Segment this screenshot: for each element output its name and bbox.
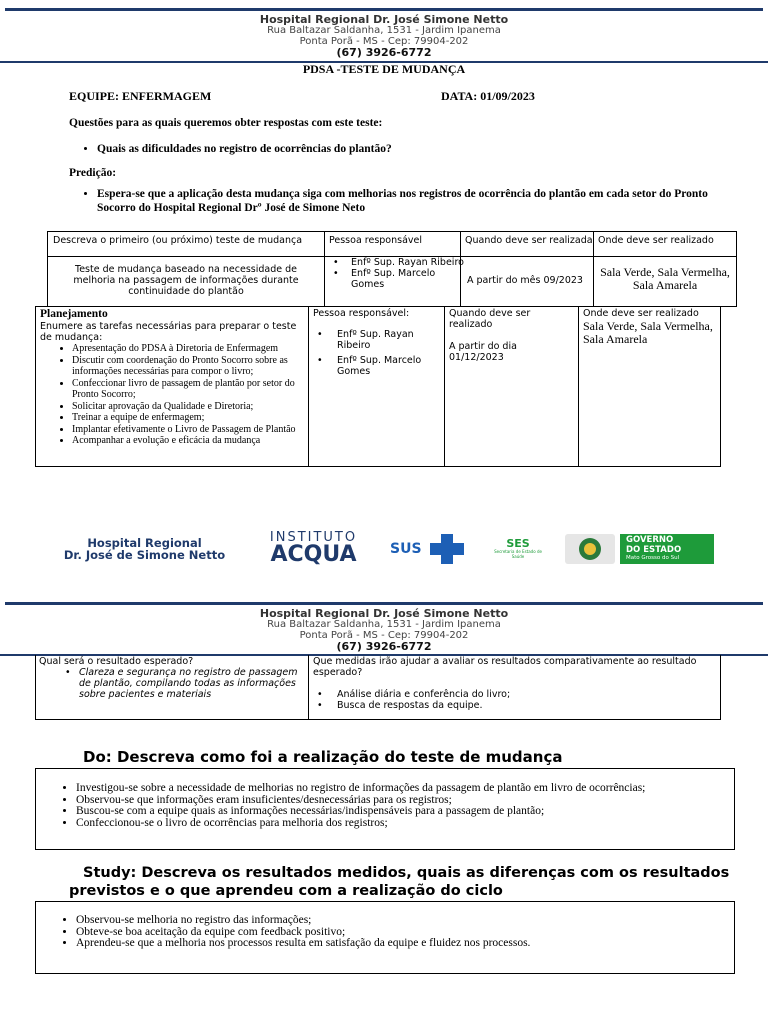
measures-cell <box>308 655 720 719</box>
hospital-logo <box>52 537 237 561</box>
government-logo-line2: DO ESTADO <box>626 545 682 555</box>
planning-where-value: Sala Verde, Sala Vermelha, Sala Amarela <box>583 319 713 346</box>
do-item: • Observou-se que informações eram insuficientes/desnecessárias para os registros; <box>76 795 734 807</box>
table1-when-value: A partir do mês 09/2023 <box>467 275 583 286</box>
study-heading <box>69 864 729 900</box>
table1-when-cell <box>460 256 597 306</box>
study-list <box>36 915 734 950</box>
header-text <box>0 608 768 652</box>
government-logo-line1: GOVERNO <box>626 535 674 545</box>
planning-where-label: Onde deve ser realizado <box>583 308 699 319</box>
measures-item: • Busca de respostas da equipe. <box>317 700 483 711</box>
study-box <box>35 901 735 974</box>
question-item: • Quais as dificuldades no registro de ocorrências do plantão? <box>97 143 717 155</box>
table1-responsible-list <box>333 257 464 290</box>
planning-table <box>35 306 721 467</box>
government-logo <box>620 534 714 564</box>
table1-responsible-item: • Enfº Sup. Rayan Ribeiro <box>333 257 464 268</box>
sus-logo <box>390 534 474 564</box>
prediction-item: • Espera-se que a aplicação desta mudança siga com melhorias nos registros de ocorrência do plantão em cada setor do Pronto Socorro do Hospital Regional Drº José de Simone Neto <box>97 187 737 215</box>
study-item: • Observou-se melhoria no registro das informações; <box>76 915 734 927</box>
hospital-logo-line2: Dr. José de Simone Netto <box>63 548 226 562</box>
planning-task: • Discutir com coordenação do Pronto Socorro sobre as informações necessárias para compor o livro; <box>72 355 308 378</box>
header-city: Ponta Porã - MS - Cep: 79904-202 <box>299 36 469 47</box>
table1-responsible-cell <box>324 256 464 306</box>
study-item: • Obteve-se boa aceitação da equipe com feedback positivo; <box>76 927 734 939</box>
planning-where-cell <box>578 307 720 466</box>
planning-responsible-cell <box>308 307 445 466</box>
header-street: Rua Baltazar Saldanha, 1531 - Jardim Ipanema <box>267 25 501 36</box>
planning-responsible-item: • Enfº Sup. Marcelo Gomes <box>317 355 422 377</box>
table1-header-cell-2 <box>324 232 464 256</box>
questions-heading: Questões para as quais queremos obter respostas com este teste: <box>69 117 383 129</box>
date-label: DATA: 01/09/2023 <box>441 89 535 103</box>
header-top-rule <box>5 602 763 605</box>
planning-responsible-label: Pessoa responsável: <box>313 308 410 319</box>
table1-header-cell-3 <box>460 232 597 256</box>
planning-heading: Planejamento <box>40 308 108 320</box>
sus-logo-text: SUS <box>390 541 422 557</box>
hospital-logo-line1: Hospital Regional <box>87 536 202 550</box>
team-label: EQUIPE: ENFERMAGEM <box>69 89 212 103</box>
acqua-logo-instituto: INSTITUTO <box>269 530 358 545</box>
prediction-list <box>97 187 737 215</box>
table1-header-when: Quando deve ser realizada <box>465 235 593 246</box>
planning-responsible-item: • Enfº Sup. Rayan Ribeiro <box>317 329 414 351</box>
table1-test-description: Teste de mudança baseado na necessidade de melhoria na passagem de informações durante continuidade do plantão <box>73 264 299 297</box>
expected-result-cell <box>39 656 307 700</box>
table1-where-cell <box>593 256 736 306</box>
planning-intro <box>40 321 308 343</box>
table1-header-cell-4 <box>593 232 736 256</box>
sus-cross-icon <box>430 534 464 564</box>
header-city: Ponta Porã - MS - Cep: 79904-202 <box>299 630 469 641</box>
doc-title: PDSA -TESTE DE MUDANÇA <box>302 62 466 76</box>
header-street: Rua Baltazar Saldanha, 1531 - Jardim Ipanema <box>267 619 501 630</box>
planning-when-label: Quando deve ser realizado <box>449 308 531 330</box>
do-item: • Investigou-se sobre a necessidade de melhorias no registro de informações da passagem de plantão em livro de ocorrências; <box>76 783 734 795</box>
table1-responsible-item: • Enfº Sup. Marcelo Gomes <box>333 268 436 290</box>
planning-task: • Treinar a equipe de enfermagem; <box>72 412 308 424</box>
expected-result-item: • Clareza e segurança no registro de passagem de plantão, compilando todas as informações sobre pacientes e materiais <box>65 667 298 700</box>
do-list <box>36 783 734 829</box>
do-item: • Confeccionou-se o livro de ocorrências para melhoria dos registros; <box>76 818 734 830</box>
acqua-logo <box>256 531 371 566</box>
planning-task: • Implantar efetivamente o Livro de Passagem de Plantão <box>72 424 308 436</box>
ses-logo <box>488 538 548 559</box>
expected-result-list <box>65 667 307 700</box>
study-heading-line1: Study: Descreva os resultados medidos, quais as diferenças com os resultados <box>83 865 730 881</box>
header-hospital-name: Hospital Regional Dr. José Simone Netto <box>259 607 509 620</box>
table1-header-responsible: Pessoa responsável <box>329 235 423 246</box>
expected-result-heading: Qual será o resultado esperado? <box>39 656 194 667</box>
planning-responsible-list <box>317 329 445 377</box>
planning-task: • Apresentação do PDSA à Diretoria de Enfermagem <box>72 343 308 355</box>
table1-header-row <box>47 231 737 257</box>
planning-when-value: A partir do dia 01/12/2023 <box>449 341 517 363</box>
planning-when-cell <box>444 307 579 466</box>
planning-intro-text: Enumere as tarefas necessárias para preparar o teste de mudança: <box>40 321 297 343</box>
state-seal-icon <box>565 534 615 564</box>
header-text <box>0 14 768 58</box>
ses-logo-text: SES <box>506 537 530 550</box>
government-logo-line3: Mato Grosso do Sul <box>626 555 680 561</box>
header-phone: (67) 3926-6772 <box>336 640 432 653</box>
study-item: • Aprendeu-se que a melhoria nos processos resulta em satisfação da equipe e fluidez nos processos. <box>76 938 734 950</box>
measures-item: • Análise diária e conferência do livro; <box>317 689 511 700</box>
ses-logo-subtitle: Secretaria de Estado de Saúde <box>494 549 542 559</box>
do-item: • Buscou-se com a equipe quais as informações necessárias/indispensáveis para a passagem de plantão; <box>76 806 734 818</box>
measures-list <box>317 689 720 711</box>
acqua-logo-wordmark: ACQUA <box>270 542 357 567</box>
prediction-heading: Predição: <box>69 167 117 179</box>
header-hospital-name: Hospital Regional Dr. José Simone Netto <box>259 13 509 26</box>
measures-heading: Que medidas irão ajudar a avaliar os resultados comparativamente ao resultado esperado? <box>313 656 697 678</box>
table1-where-value: Sala Verde, Sala Vermelha, Sala Amarela <box>600 265 730 292</box>
do-heading: Do: Descreva como foi a realização do teste de mudança <box>83 748 563 766</box>
planning-task: • Acompanhar a evolução e eficácia da mudança <box>72 435 308 447</box>
do-box <box>35 768 735 850</box>
planning-task: • Confeccionar livro de passagem de plantão por setor do Pronto Socorro; <box>72 378 308 401</box>
table1-header-where: Onde deve ser realizado <box>598 235 714 246</box>
study-heading-line2: previstos e o que aprendeu com a realização do ciclo <box>69 883 503 899</box>
planning-cell <box>40 308 308 447</box>
results-table <box>35 655 721 720</box>
header-phone: (67) 3926-6772 <box>336 46 432 59</box>
table1-header-test: Descreva o primeiro (ou próximo) teste de mudança <box>53 235 303 246</box>
planning-task: • Solicitar aprovação da Qualidade e Diretoria; <box>72 401 308 413</box>
table1-body-row <box>47 256 737 307</box>
header-top-rule <box>5 8 763 11</box>
planning-tasks <box>72 343 308 447</box>
questions-list <box>97 143 717 155</box>
